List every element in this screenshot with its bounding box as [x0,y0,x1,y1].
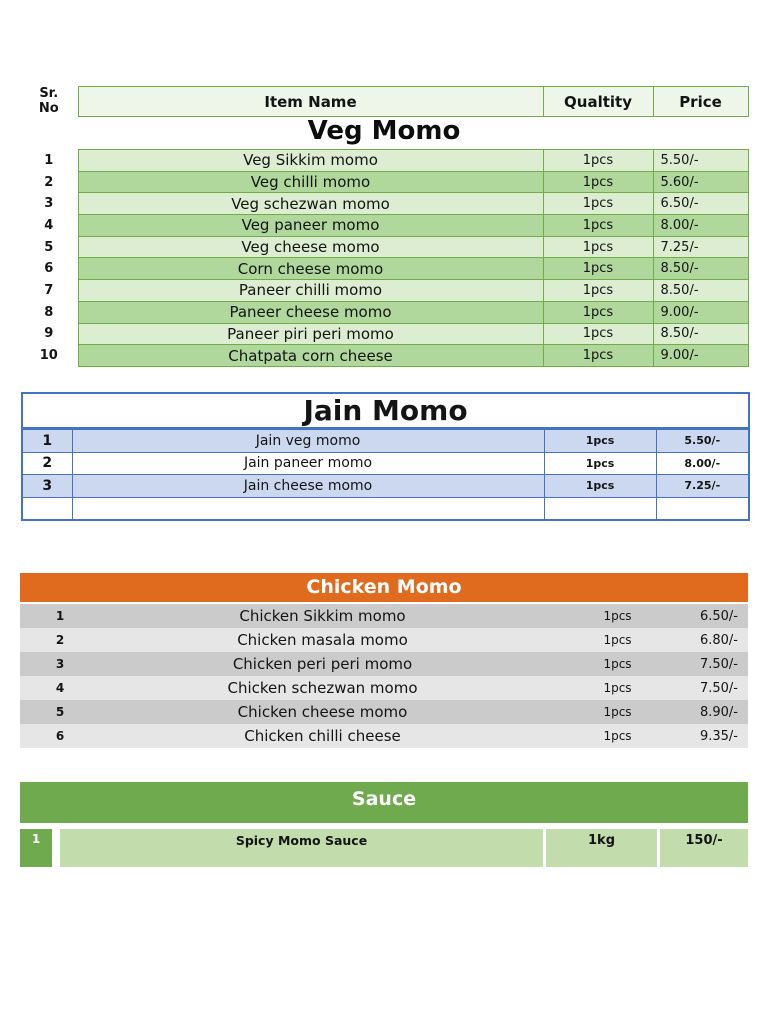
cell-name: Jain paneer momo [72,452,544,475]
cell-price: 8.50/- [653,323,748,345]
cell-qty-empty [544,497,656,520]
cell-qty: 1pcs [545,628,690,652]
cell-price: 7.25/- [653,236,748,258]
veg-momo-section-title: Veg Momo [307,116,461,146]
cell-sr: 1 [22,429,72,453]
cell-qty: 1pcs [544,452,656,475]
sauce-section-title: Sauce [20,782,748,823]
cell-qty: 1pcs [545,724,690,748]
cell-name: Paneer chilli momo [78,280,543,302]
cell-sr-empty [22,497,72,520]
cell-price: 7.50/- [690,652,748,676]
cell-price: 150/- [660,829,748,867]
cell-price: 8.50/- [653,280,748,302]
table-row [20,724,748,748]
cell-price: 8.90/- [690,700,748,724]
table-row [20,676,748,700]
table-row [20,323,748,345]
cell-price: 6.50/- [690,604,748,628]
cell-price: 5.50/- [656,429,749,453]
cell-name: Veg schezwan momo [78,193,543,215]
cell-sr: 7 [20,280,78,302]
cell-sr: 5 [20,236,78,258]
cell-price: 8.50/- [653,258,748,280]
jain-empty-row [22,497,749,520]
cell-name: Chicken peri peri momo [100,652,545,676]
cell-price: 9.00/- [653,345,748,367]
cell-name: Veg paneer momo [78,215,543,237]
cell-price: 6.50/- [653,193,748,215]
cell-name: Veg Sikkim momo [78,150,543,172]
cell-sr: 8 [20,301,78,323]
table-row [20,345,748,367]
veg-momo-table [20,149,749,367]
cell-sr: 9 [20,323,78,345]
cell-name: Chicken Sikkim momo [100,604,545,628]
jain-title-row [22,393,749,429]
cell-qty: 1pcs [545,604,690,628]
table-row [20,628,748,652]
cell-qty: 1pcs [545,700,690,724]
menu-column-header-table [20,86,749,117]
cell-sr: 5 [20,700,100,724]
cell-sr: 4 [20,215,78,237]
cell-qty: 1pcs [543,150,653,172]
cell-qty: 1pcs [543,301,653,323]
cell-qty: 1pcs [543,171,653,193]
cell-qty: 1pcs [543,280,653,302]
cell-name: Veg cheese momo [78,236,543,258]
column-header-sr-no [20,87,78,117]
cell-price: 7.25/- [656,475,749,498]
table-row [20,652,748,676]
cell-qty: 1pcs [543,236,653,258]
cell-sr: 1 [20,829,52,867]
cell-price: 5.60/- [653,171,748,193]
jain-momo-table [21,392,750,521]
table-row [20,258,748,280]
cell-price: 9.35/- [690,724,748,748]
cell-name: Chicken masala momo [100,628,545,652]
cell-sr: 1 [20,150,78,172]
cell-sr: 2 [20,628,100,652]
table-row [20,236,748,258]
table-row [20,215,748,237]
cell-sr: 3 [20,652,100,676]
cell-price: 7.50/- [690,676,748,700]
cell-price: 9.00/- [653,301,748,323]
cell-qty: 1pcs [543,193,653,215]
cell-name: Corn cheese momo [78,258,543,280]
column-header-quantity: Qualtity [543,87,653,117]
cell-qty: 1pcs [544,429,656,453]
column-header-item-name: Item Name [78,87,543,117]
cell-name: Paneer piri peri momo [78,323,543,345]
cell-sr: 6 [20,724,100,748]
cell-qty: 1pcs [543,345,653,367]
cell-name: Spicy Momo Sauce [60,829,543,867]
column-header-price: Price [653,87,748,117]
cell-name: Jain veg momo [72,429,544,453]
cell-sr: 1 [20,604,100,628]
sr-label-line1: Sr. [39,86,59,101]
sauce-gap [52,829,60,867]
table-row [20,150,748,172]
cell-sr: 3 [20,193,78,215]
cell-qty: 1kg [546,829,657,867]
cell-name: Chatpata corn cheese [78,345,543,367]
table-row [20,700,748,724]
cell-qty: 1pcs [543,258,653,280]
cell-qty: 1pcs [545,652,690,676]
cell-name: Paneer cheese momo [78,301,543,323]
cell-qty: 1pcs [545,676,690,700]
table-row [20,280,748,302]
table-row [20,604,748,628]
chicken-momo-section-title: Chicken Momo [20,573,748,602]
cell-name: Chicken cheese momo [100,700,545,724]
cell-qty: 1pcs [544,475,656,498]
cell-price: 6.80/- [690,628,748,652]
cell-sr: 2 [22,452,72,475]
cell-name: Veg chilli momo [78,171,543,193]
table-row [20,301,748,323]
cell-name: Chicken chilli cheese [100,724,545,748]
table-row [20,171,748,193]
cell-price: 8.00/- [653,215,748,237]
cell-name: Chicken schezwan momo [100,676,545,700]
cell-qty: 1pcs [543,323,653,345]
column-header-row [20,87,748,117]
table-row [22,475,749,498]
cell-sr: 3 [22,475,72,498]
cell-sr: 2 [20,171,78,193]
table-row [22,452,749,475]
chicken-momo-table [20,604,748,748]
cell-price: 8.00/- [656,452,749,475]
cell-price: 5.50/- [653,150,748,172]
cell-name-empty [72,497,544,520]
cell-sr: 4 [20,676,100,700]
cell-qty: 1pcs [543,215,653,237]
jain-momo-section-title: Jain Momo [22,393,749,429]
sr-label-line2: No [38,100,59,116]
cell-name: Jain cheese momo [72,475,544,498]
cell-sr: 6 [20,258,78,280]
sauce-row [20,829,748,867]
table-row [20,193,748,215]
table-row [22,429,749,453]
cell-price-empty [656,497,749,520]
cell-sr: 10 [20,345,78,367]
